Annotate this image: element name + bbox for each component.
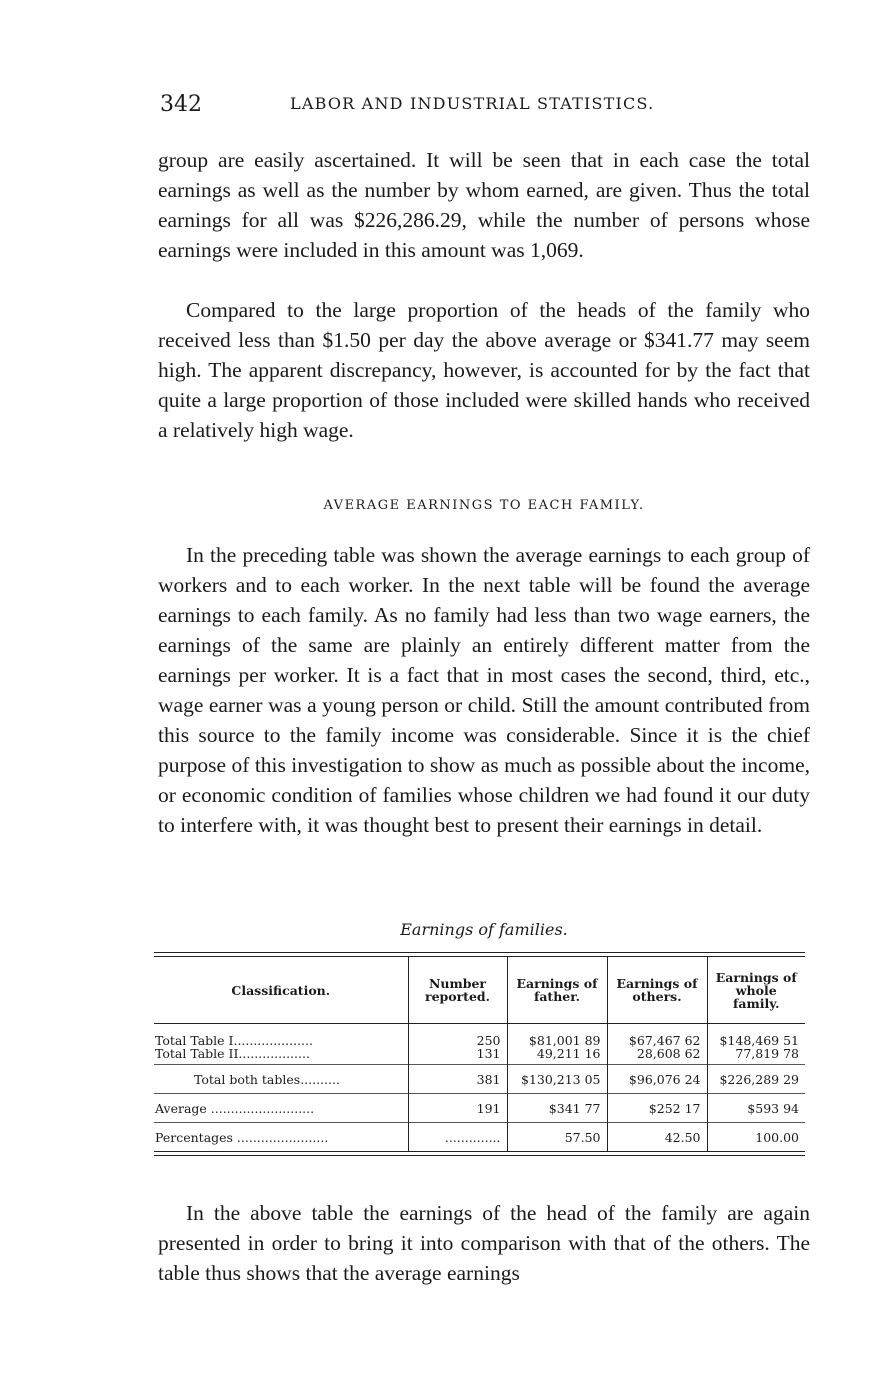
cell-whole: 77,819 78 bbox=[735, 1046, 799, 1061]
table-bottom-rule bbox=[154, 1151, 805, 1156]
table-row bbox=[154, 1094, 805, 1123]
cell-father: $341 77 bbox=[507, 1094, 607, 1123]
table-row bbox=[154, 1030, 805, 1065]
col-header-classification: Classification. bbox=[154, 957, 408, 1024]
col-header-whole: Earnings of whole family. bbox=[707, 957, 805, 1024]
row-label: Percentages ....................... bbox=[154, 1123, 408, 1152]
col-header-number: Number reported. bbox=[408, 957, 507, 1024]
paragraph-1: group are easily ascertained. It will be seen that in each case the total earnings as well as the number by whom earned, are given. Thus the total earnings for all was $226,286.29, while the number of persons whose earnings were included in this amount was 1,069. bbox=[158, 148, 810, 262]
cell-father: $130,213 05 bbox=[507, 1065, 607, 1094]
cell-whole: $148,469 51 bbox=[719, 1033, 799, 1048]
row-label: Total both tables.......... bbox=[154, 1065, 408, 1094]
cell-number: 250 bbox=[476, 1033, 501, 1048]
page-header bbox=[160, 92, 810, 118]
paragraph-4: In the above table the earnings of the head of the family are again presented in order to bring it into comparison with that of the others. The table thus shows that the average earnings bbox=[158, 1201, 810, 1285]
cell-others: $96,076 24 bbox=[607, 1065, 707, 1094]
cell-others: $67,467 62 bbox=[628, 1033, 701, 1048]
earnings-table-grid bbox=[154, 957, 805, 1151]
section-title: AVERAGE EARNINGS TO EACH FAMILY. bbox=[323, 498, 645, 513]
cell-whole: $226,289 29 bbox=[707, 1065, 805, 1094]
cell-others: 42.50 bbox=[607, 1123, 707, 1152]
table-header-row bbox=[154, 957, 805, 1024]
table-caption: Earnings of families. bbox=[400, 920, 568, 939]
earnings-table bbox=[154, 952, 805, 1156]
cell-father: 57.50 bbox=[507, 1123, 607, 1152]
cell-father: 49,211 16 bbox=[536, 1046, 601, 1061]
cell-others: 28,608 62 bbox=[636, 1046, 701, 1061]
running-head: LABOR AND INDUSTRIAL STATISTICS. bbox=[290, 94, 655, 113]
cell-number: 191 bbox=[408, 1094, 507, 1123]
row-label: Total Table II.................. bbox=[155, 1046, 310, 1061]
paragraph-2: Compared to the large proportion of the heads of the family who received less than $1.50 per day the above average or $341.77 may seem high. The apparent discrepancy, however, is accounted for by the fact that quite a large proportion of those included were skilled hands who received a relatively high wage. bbox=[158, 298, 810, 442]
table-row bbox=[154, 1123, 805, 1152]
paragraph-3: In the preceding table was shown the average earnings to each group of workers and to each worker. In the next table will be found the average earnings to each family. As no family had less than two wage earners, the earnings of the same are plainly an entirely different matter from the earnings per worker. It is a fact that in most cases the second, third, etc., wage earner was a young person or child. Still the amount contributed from this source to the family income was considerable. Since it is the chief purpose of this investigation to show as much as possible about the income, or economic condition of families whose children we had found it our duty to interfere with, it was thought best to present their earnings in detail. bbox=[158, 543, 810, 837]
col-header-father: Earnings of father. bbox=[507, 957, 607, 1024]
col-header-others: Earnings of others. bbox=[607, 957, 707, 1024]
cell-number: 381 bbox=[408, 1065, 507, 1094]
page-number: 342 bbox=[160, 92, 202, 117]
cell-whole: 100.00 bbox=[707, 1123, 805, 1152]
cell-number: 131 bbox=[476, 1046, 501, 1061]
cell-number: .............. bbox=[408, 1123, 507, 1152]
cell-others: $252 17 bbox=[607, 1094, 707, 1123]
table-row bbox=[154, 1065, 805, 1094]
row-label: Average .......................... bbox=[154, 1094, 408, 1123]
cell-whole: $593 94 bbox=[707, 1094, 805, 1123]
cell-father: $81,001 89 bbox=[528, 1033, 601, 1048]
row-label: Total Table I.................... bbox=[155, 1033, 313, 1048]
